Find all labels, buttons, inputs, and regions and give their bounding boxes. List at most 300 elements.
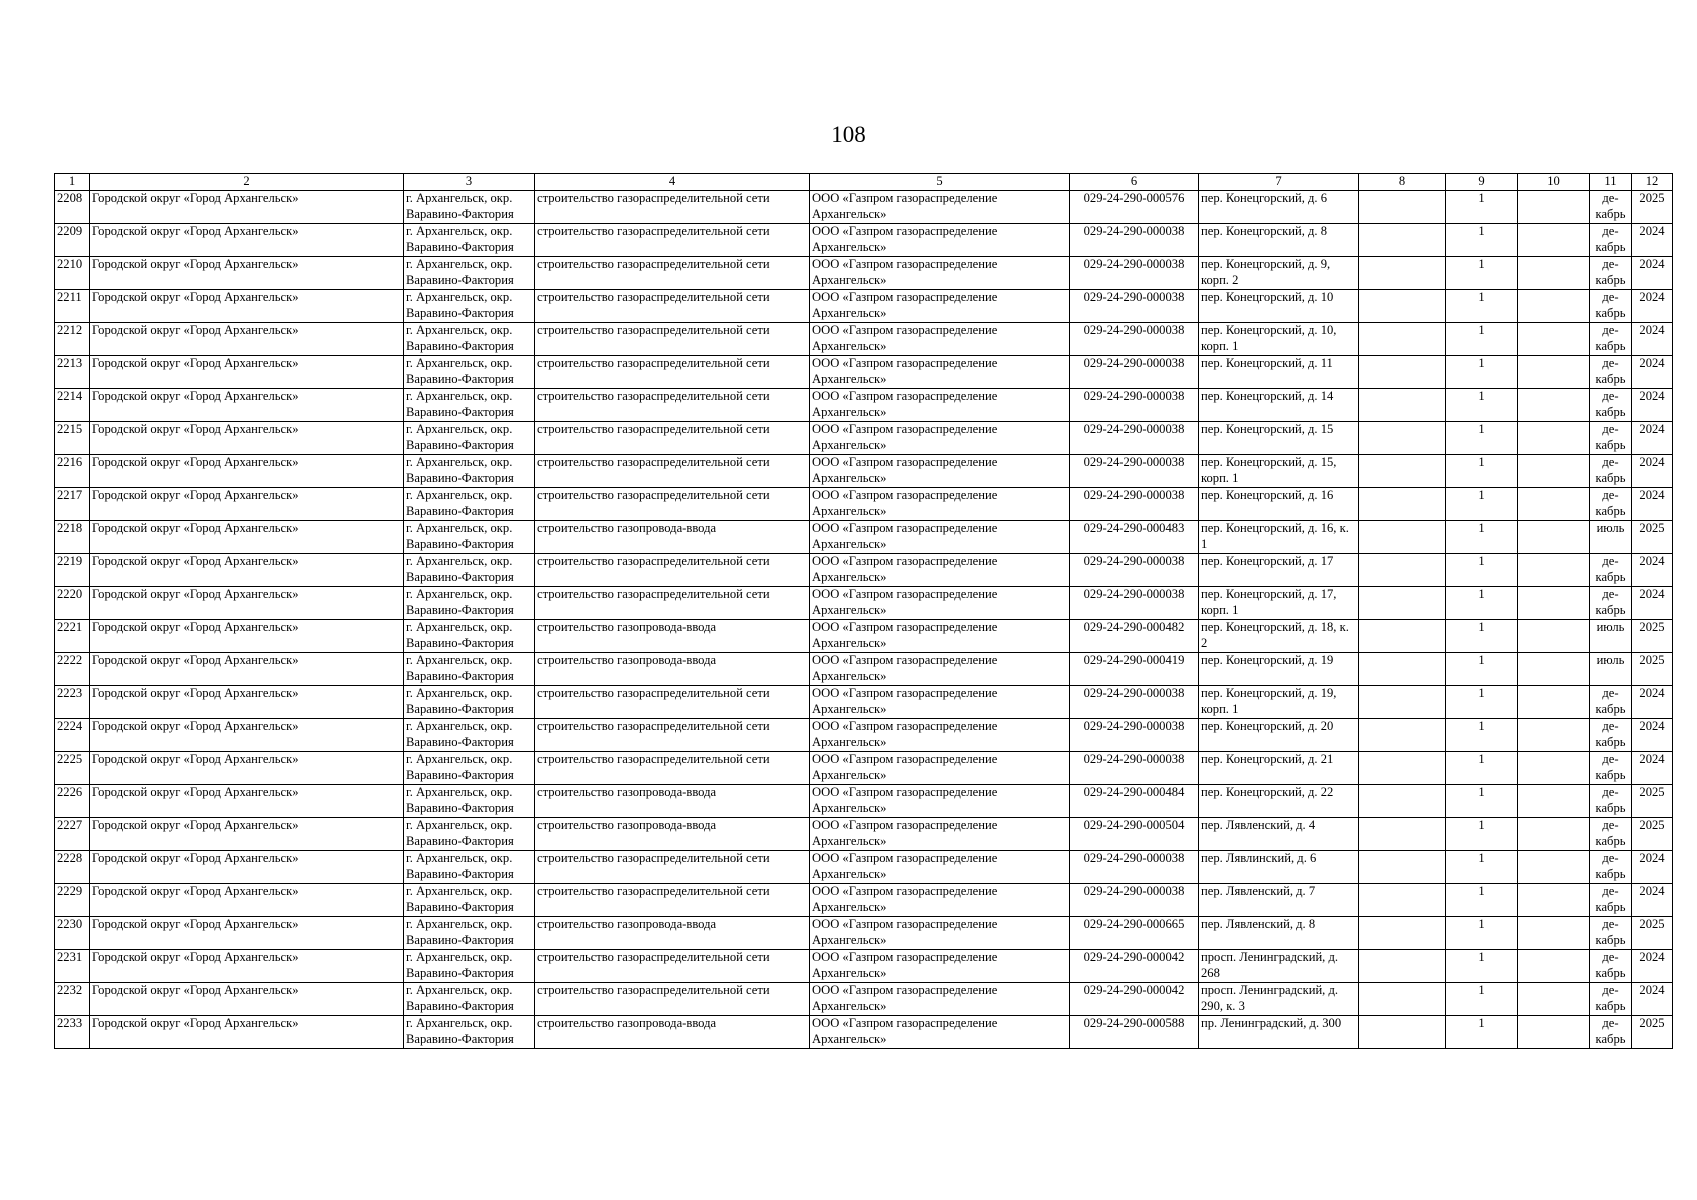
col8-cell	[1359, 983, 1446, 1016]
col10-cell	[1518, 785, 1590, 818]
locality-cell: г. Архангельск, окр. Варавино-Фактория	[404, 719, 535, 752]
municipality-cell: Городской округ «Город Архангельск»	[90, 257, 404, 290]
code-cell: 029-24-290-000038	[1070, 356, 1199, 389]
organization-cell: ООО «Газпром газораспределение Архангельск»	[810, 752, 1070, 785]
col10-cell	[1518, 191, 1590, 224]
column-header-9: 9	[1446, 174, 1518, 191]
table-body	[55, 191, 1673, 1049]
year-cell: 2025	[1632, 818, 1673, 851]
organization-cell: ООО «Газпром газораспределение Архангельск»	[810, 224, 1070, 257]
locality-cell: г. Архангельск, окр. Варавино-Фактория	[404, 686, 535, 719]
col10-cell	[1518, 917, 1590, 950]
organization-cell: ООО «Газпром газораспределение Архангельск»	[810, 620, 1070, 653]
row-number: 2226	[55, 785, 90, 818]
quantity-cell: 1	[1446, 785, 1518, 818]
organization-cell: ООО «Газпром газораспределение Архангельск»	[810, 257, 1070, 290]
col8-cell	[1359, 1016, 1446, 1049]
column-header-4: 4	[535, 174, 810, 191]
work-type-cell: строительство газораспределительной сети	[535, 257, 810, 290]
col8-cell	[1359, 884, 1446, 917]
locality-cell: г. Архангельск, окр. Варавино-Фактория	[404, 653, 535, 686]
row-number: 2221	[55, 620, 90, 653]
month-cell: де-кабрь	[1590, 422, 1632, 455]
column-header-7: 7	[1199, 174, 1359, 191]
code-cell: 029-24-290-000588	[1070, 1016, 1199, 1049]
table-row	[55, 455, 1673, 488]
address-cell: пер. Конецгорский, д. 15	[1199, 422, 1359, 455]
work-type-cell: строительство газораспределительной сети	[535, 389, 810, 422]
address-cell: пер. Конецгорский, д. 9, корп. 2	[1199, 257, 1359, 290]
table-row	[55, 653, 1673, 686]
municipality-cell: Городской округ «Город Архангельск»	[90, 389, 404, 422]
municipality-cell: Городской округ «Город Архангельск»	[90, 917, 404, 950]
address-cell: пер. Конецгорский, д. 15, корп. 1	[1199, 455, 1359, 488]
header-row	[55, 174, 1673, 191]
municipality-cell: Городской округ «Город Архангельск»	[90, 818, 404, 851]
year-cell: 2024	[1632, 488, 1673, 521]
quantity-cell: 1	[1446, 884, 1518, 917]
work-type-cell: строительство газораспределительной сети	[535, 422, 810, 455]
row-number: 2208	[55, 191, 90, 224]
row-number: 2214	[55, 389, 90, 422]
quantity-cell: 1	[1446, 851, 1518, 884]
col10-cell	[1518, 290, 1590, 323]
organization-cell: ООО «Газпром газораспределение Архангельск»	[810, 191, 1070, 224]
municipality-cell: Городской округ «Город Архангельск»	[90, 356, 404, 389]
col8-cell	[1359, 455, 1446, 488]
address-cell: пр. Ленинградский, д. 300	[1199, 1016, 1359, 1049]
row-number: 2233	[55, 1016, 90, 1049]
quantity-cell: 1	[1446, 752, 1518, 785]
municipality-cell: Городской округ «Город Архангельск»	[90, 785, 404, 818]
col8-cell	[1359, 389, 1446, 422]
row-number: 2211	[55, 290, 90, 323]
month-cell: де-кабрь	[1590, 224, 1632, 257]
table-header	[55, 174, 1673, 191]
code-cell: 029-24-290-000038	[1070, 851, 1199, 884]
col8-cell	[1359, 224, 1446, 257]
code-cell: 029-24-290-000038	[1070, 323, 1199, 356]
locality-cell: г. Архангельск, окр. Варавино-Фактория	[404, 488, 535, 521]
col8-cell	[1359, 323, 1446, 356]
row-number: 2225	[55, 752, 90, 785]
locality-cell: г. Архангельск, окр. Варавино-Фактория	[404, 554, 535, 587]
col10-cell	[1518, 422, 1590, 455]
quantity-cell: 1	[1446, 653, 1518, 686]
code-cell: 029-24-290-000484	[1070, 785, 1199, 818]
code-cell: 029-24-290-000419	[1070, 653, 1199, 686]
col10-cell	[1518, 950, 1590, 983]
year-cell: 2024	[1632, 224, 1673, 257]
work-type-cell: строительство газораспределительной сети	[535, 686, 810, 719]
month-cell: июль	[1590, 653, 1632, 686]
page-number: 108	[831, 122, 866, 147]
col10-cell	[1518, 818, 1590, 851]
row-number: 2227	[55, 818, 90, 851]
month-cell: де-кабрь	[1590, 1016, 1632, 1049]
year-cell: 2024	[1632, 950, 1673, 983]
quantity-cell: 1	[1446, 818, 1518, 851]
code-cell: 029-24-290-000038	[1070, 752, 1199, 785]
municipality-cell: Городской округ «Город Архангельск»	[90, 587, 404, 620]
municipality-cell: Городской округ «Город Архангельск»	[90, 224, 404, 257]
municipality-cell: Городской округ «Город Архангельск»	[90, 983, 404, 1016]
municipality-cell: Городской округ «Город Архангельск»	[90, 653, 404, 686]
work-type-cell: строительство газораспределительной сети	[535, 950, 810, 983]
address-cell: пер. Конецгорский, д. 22	[1199, 785, 1359, 818]
quantity-cell: 1	[1446, 554, 1518, 587]
code-cell: 029-24-290-000038	[1070, 686, 1199, 719]
row-number: 2224	[55, 719, 90, 752]
locality-cell: г. Архангельск, окр. Варавино-Фактория	[404, 917, 535, 950]
table-row	[55, 818, 1673, 851]
organization-cell: ООО «Газпром газораспределение Архангельск»	[810, 785, 1070, 818]
table-row	[55, 323, 1673, 356]
table-row	[55, 917, 1673, 950]
organization-cell: ООО «Газпром газораспределение Архангельск»	[810, 422, 1070, 455]
work-type-cell: строительство газораспределительной сети	[535, 719, 810, 752]
locality-cell: г. Архангельск, окр. Варавино-Фактория	[404, 752, 535, 785]
municipality-cell: Городской округ «Город Архангельск»	[90, 1016, 404, 1049]
table-row	[55, 785, 1673, 818]
row-number: 2231	[55, 950, 90, 983]
work-type-cell: строительство газораспределительной сети	[535, 224, 810, 257]
col10-cell	[1518, 983, 1590, 1016]
row-number: 2215	[55, 422, 90, 455]
organization-cell: ООО «Газпром газораспределение Архангельск»	[810, 917, 1070, 950]
year-cell: 2024	[1632, 587, 1673, 620]
col10-cell	[1518, 356, 1590, 389]
col8-cell	[1359, 950, 1446, 983]
month-cell: де-кабрь	[1590, 356, 1632, 389]
row-number: 2213	[55, 356, 90, 389]
column-header-3: 3	[404, 174, 535, 191]
month-cell: де-кабрь	[1590, 290, 1632, 323]
col10-cell	[1518, 488, 1590, 521]
address-cell: пер. Конецгорский, д. 20	[1199, 719, 1359, 752]
work-type-cell: строительство газопровода-ввода	[535, 521, 810, 554]
year-cell: 2024	[1632, 719, 1673, 752]
municipality-cell: Городской округ «Город Архангельск»	[90, 422, 404, 455]
year-cell: 2024	[1632, 851, 1673, 884]
year-cell: 2024	[1632, 884, 1673, 917]
municipality-cell: Городской округ «Город Архангельск»	[90, 950, 404, 983]
work-type-cell: строительство газораспределительной сети	[535, 884, 810, 917]
address-cell: пер. Конецгорский, д. 18, к. 2	[1199, 620, 1359, 653]
quantity-cell: 1	[1446, 224, 1518, 257]
organization-cell: ООО «Газпром газораспределение Архангельск»	[810, 455, 1070, 488]
quantity-cell: 1	[1446, 587, 1518, 620]
quantity-cell: 1	[1446, 521, 1518, 554]
organization-cell: ООО «Газпром газораспределение Архангельск»	[810, 389, 1070, 422]
organization-cell: ООО «Газпром газораспределение Архангельск»	[810, 554, 1070, 587]
work-type-cell: строительство газораспределительной сети	[535, 323, 810, 356]
municipality-cell: Городской округ «Город Архангельск»	[90, 719, 404, 752]
col10-cell	[1518, 257, 1590, 290]
year-cell: 2025	[1632, 785, 1673, 818]
quantity-cell: 1	[1446, 389, 1518, 422]
table-row	[55, 290, 1673, 323]
row-number: 2222	[55, 653, 90, 686]
address-cell: пер. Конецгорский, д. 16	[1199, 488, 1359, 521]
organization-cell: ООО «Газпром газораспределение Архангельск»	[810, 719, 1070, 752]
code-cell: 029-24-290-000038	[1070, 257, 1199, 290]
address-cell: пер. Конецгорский, д. 8	[1199, 224, 1359, 257]
table-row	[55, 686, 1673, 719]
year-cell: 2025	[1632, 653, 1673, 686]
code-cell: 029-24-290-000504	[1070, 818, 1199, 851]
column-header-5: 5	[810, 174, 1070, 191]
address-cell: пер. Конецгорский, д. 10, корп. 1	[1199, 323, 1359, 356]
row-number: 2230	[55, 917, 90, 950]
row-number: 2218	[55, 521, 90, 554]
quantity-cell: 1	[1446, 719, 1518, 752]
col8-cell	[1359, 587, 1446, 620]
address-cell: пер. Конецгорский, д. 17	[1199, 554, 1359, 587]
locality-cell: г. Архангельск, окр. Варавино-Фактория	[404, 422, 535, 455]
month-cell: де-кабрь	[1590, 257, 1632, 290]
row-number: 2219	[55, 554, 90, 587]
address-cell: пер. Конецгорский, д. 14	[1199, 389, 1359, 422]
locality-cell: г. Архангельск, окр. Варавино-Фактория	[404, 257, 535, 290]
quantity-cell: 1	[1446, 455, 1518, 488]
organization-cell: ООО «Газпром газораспределение Архангельск»	[810, 521, 1070, 554]
organization-cell: ООО «Газпром газораспределение Архангельск»	[810, 488, 1070, 521]
month-cell: де-кабрь	[1590, 488, 1632, 521]
month-cell: де-кабрь	[1590, 917, 1632, 950]
quantity-cell: 1	[1446, 356, 1518, 389]
year-cell: 2025	[1632, 521, 1673, 554]
table-row	[55, 620, 1673, 653]
table-row	[55, 851, 1673, 884]
year-cell: 2024	[1632, 983, 1673, 1016]
table-row	[55, 1016, 1673, 1049]
year-cell: 2025	[1632, 917, 1673, 950]
month-cell: де-кабрь	[1590, 719, 1632, 752]
quantity-cell: 1	[1446, 290, 1518, 323]
table-row	[55, 587, 1673, 620]
locality-cell: г. Архангельск, окр. Варавино-Фактория	[404, 356, 535, 389]
row-number: 2216	[55, 455, 90, 488]
col8-cell	[1359, 422, 1446, 455]
address-cell: просп. Ленинградский, д. 268	[1199, 950, 1359, 983]
month-cell: де-кабрь	[1590, 851, 1632, 884]
code-cell: 029-24-290-000482	[1070, 620, 1199, 653]
code-cell: 029-24-290-000483	[1070, 521, 1199, 554]
table-row	[55, 257, 1673, 290]
col10-cell	[1518, 521, 1590, 554]
locality-cell: г. Архангельск, окр. Варавино-Фактория	[404, 521, 535, 554]
address-cell: просп. Ленинградский, д. 290, к. 3	[1199, 983, 1359, 1016]
table-row	[55, 356, 1673, 389]
locality-cell: г. Архангельск, окр. Варавино-Фактория	[404, 851, 535, 884]
col8-cell	[1359, 653, 1446, 686]
work-type-cell: строительство газораспределительной сети	[535, 356, 810, 389]
col10-cell	[1518, 1016, 1590, 1049]
organization-cell: ООО «Газпром газораспределение Архангельск»	[810, 1016, 1070, 1049]
month-cell: де-кабрь	[1590, 587, 1632, 620]
work-type-cell: строительство газопровода-ввода	[535, 620, 810, 653]
code-cell: 029-24-290-000038	[1070, 488, 1199, 521]
registry-table	[54, 173, 1673, 1049]
work-type-cell: строительство газопровода-ввода	[535, 917, 810, 950]
municipality-cell: Городской округ «Город Архангельск»	[90, 323, 404, 356]
col8-cell	[1359, 356, 1446, 389]
code-cell: 029-24-290-000038	[1070, 455, 1199, 488]
work-type-cell: строительство газораспределительной сети	[535, 290, 810, 323]
locality-cell: г. Архангельск, окр. Варавино-Фактория	[404, 620, 535, 653]
col8-cell	[1359, 191, 1446, 224]
col8-cell	[1359, 290, 1446, 323]
col8-cell	[1359, 686, 1446, 719]
row-number: 2212	[55, 323, 90, 356]
year-cell: 2024	[1632, 356, 1673, 389]
year-cell: 2024	[1632, 752, 1673, 785]
address-cell: пер. Конецгорский, д. 11	[1199, 356, 1359, 389]
table-row	[55, 983, 1673, 1016]
col8-cell	[1359, 719, 1446, 752]
month-cell: июль	[1590, 620, 1632, 653]
code-cell: 029-24-290-000038	[1070, 587, 1199, 620]
month-cell: де-кабрь	[1590, 818, 1632, 851]
organization-cell: ООО «Газпром газораспределение Архангельск»	[810, 851, 1070, 884]
quantity-cell: 1	[1446, 917, 1518, 950]
column-header-1: 1	[55, 174, 90, 191]
organization-cell: ООО «Газпром газораспределение Архангельск»	[810, 950, 1070, 983]
address-cell: пер. Конецгорский, д. 16, к. 1	[1199, 521, 1359, 554]
col10-cell	[1518, 587, 1590, 620]
locality-cell: г. Архангельск, окр. Варавино-Фактория	[404, 389, 535, 422]
locality-cell: г. Архангельск, окр. Варавино-Фактория	[404, 983, 535, 1016]
address-cell: пер. Конецгорский, д. 21	[1199, 752, 1359, 785]
code-cell: 029-24-290-000038	[1070, 389, 1199, 422]
col8-cell	[1359, 488, 1446, 521]
column-header-2: 2	[90, 174, 404, 191]
row-number: 2210	[55, 257, 90, 290]
work-type-cell: строительство газопровода-ввода	[535, 785, 810, 818]
col10-cell	[1518, 323, 1590, 356]
organization-cell: ООО «Газпром газораспределение Архангельск»	[810, 323, 1070, 356]
locality-cell: г. Архангельск, окр. Варавино-Фактория	[404, 1016, 535, 1049]
locality-cell: г. Архангельск, окр. Варавино-Фактория	[404, 950, 535, 983]
year-cell: 2024	[1632, 686, 1673, 719]
table-row	[55, 752, 1673, 785]
row-number: 2223	[55, 686, 90, 719]
col8-cell	[1359, 818, 1446, 851]
address-cell: пер. Конецгорский, д. 19, корп. 1	[1199, 686, 1359, 719]
col8-cell	[1359, 554, 1446, 587]
column-header-6: 6	[1070, 174, 1199, 191]
row-number: 2209	[55, 224, 90, 257]
row-number: 2229	[55, 884, 90, 917]
row-number: 2228	[55, 851, 90, 884]
year-cell: 2024	[1632, 389, 1673, 422]
organization-cell: ООО «Газпром газораспределение Архангельск»	[810, 356, 1070, 389]
municipality-cell: Городской округ «Город Архангельск»	[90, 554, 404, 587]
work-type-cell: строительство газораспределительной сети	[535, 488, 810, 521]
month-cell: де-кабрь	[1590, 752, 1632, 785]
municipality-cell: Городской округ «Город Архангельск»	[90, 191, 404, 224]
work-type-cell: строительство газопровода-ввода	[535, 818, 810, 851]
year-cell: 2024	[1632, 455, 1673, 488]
col10-cell	[1518, 884, 1590, 917]
col8-cell	[1359, 917, 1446, 950]
year-cell: 2024	[1632, 422, 1673, 455]
quantity-cell: 1	[1446, 620, 1518, 653]
work-type-cell: строительство газораспределительной сети	[535, 554, 810, 587]
organization-cell: ООО «Газпром газораспределение Архангельск»	[810, 818, 1070, 851]
work-type-cell: строительство газораспределительной сети	[535, 983, 810, 1016]
organization-cell: ООО «Газпром газораспределение Архангельск»	[810, 653, 1070, 686]
address-cell: пер. Лявленский, д. 7	[1199, 884, 1359, 917]
col10-cell	[1518, 719, 1590, 752]
municipality-cell: Городской округ «Город Архангельск»	[90, 752, 404, 785]
table-row	[55, 950, 1673, 983]
locality-cell: г. Архангельск, окр. Варавино-Фактория	[404, 323, 535, 356]
row-number: 2220	[55, 587, 90, 620]
locality-cell: г. Архангельск, окр. Варавино-Фактория	[404, 884, 535, 917]
locality-cell: г. Архангельск, окр. Варавино-Фактория	[404, 290, 535, 323]
code-cell: 029-24-290-000038	[1070, 422, 1199, 455]
col8-cell	[1359, 785, 1446, 818]
code-cell: 029-24-290-000038	[1070, 719, 1199, 752]
col10-cell	[1518, 455, 1590, 488]
column-header-10: 10	[1518, 174, 1590, 191]
month-cell: де-кабрь	[1590, 950, 1632, 983]
municipality-cell: Городской округ «Город Архангельск»	[90, 488, 404, 521]
year-cell: 2024	[1632, 257, 1673, 290]
municipality-cell: Городской округ «Город Архангельск»	[90, 521, 404, 554]
address-cell: пер. Лявленский, д. 4	[1199, 818, 1359, 851]
table-row	[55, 884, 1673, 917]
quantity-cell: 1	[1446, 422, 1518, 455]
address-cell: пер. Лявленский, д. 8	[1199, 917, 1359, 950]
address-cell: пер. Конецгорский, д. 19	[1199, 653, 1359, 686]
month-cell: июль	[1590, 521, 1632, 554]
locality-cell: г. Архангельск, окр. Варавино-Фактория	[404, 785, 535, 818]
month-cell: де-кабрь	[1590, 554, 1632, 587]
month-cell: де-кабрь	[1590, 686, 1632, 719]
organization-cell: ООО «Газпром газораспределение Архангельск»	[810, 686, 1070, 719]
quantity-cell: 1	[1446, 686, 1518, 719]
col8-cell	[1359, 620, 1446, 653]
work-type-cell: строительство газораспределительной сети	[535, 587, 810, 620]
municipality-cell: Городской округ «Город Архангельск»	[90, 620, 404, 653]
col10-cell	[1518, 389, 1590, 422]
year-cell: 2025	[1632, 1016, 1673, 1049]
work-type-cell: строительство газопровода-ввода	[535, 653, 810, 686]
col10-cell	[1518, 620, 1590, 653]
col10-cell	[1518, 224, 1590, 257]
locality-cell: г. Архангельск, окр. Варавино-Фактория	[404, 224, 535, 257]
code-cell: 029-24-290-000042	[1070, 950, 1199, 983]
col8-cell	[1359, 851, 1446, 884]
year-cell: 2024	[1632, 290, 1673, 323]
table-row	[55, 488, 1673, 521]
year-cell: 2025	[1632, 620, 1673, 653]
address-cell: пер. Лявлинский, д. 6	[1199, 851, 1359, 884]
work-type-cell: строительство газораспределительной сети	[535, 752, 810, 785]
col8-cell	[1359, 521, 1446, 554]
quantity-cell: 1	[1446, 1016, 1518, 1049]
work-type-cell: строительство газораспределительной сети	[535, 851, 810, 884]
col10-cell	[1518, 554, 1590, 587]
locality-cell: г. Архангельск, окр. Варавино-Фактория	[404, 191, 535, 224]
municipality-cell: Городской округ «Город Архангельск»	[90, 884, 404, 917]
table-row	[55, 224, 1673, 257]
month-cell: де-кабрь	[1590, 785, 1632, 818]
quantity-cell: 1	[1446, 983, 1518, 1016]
